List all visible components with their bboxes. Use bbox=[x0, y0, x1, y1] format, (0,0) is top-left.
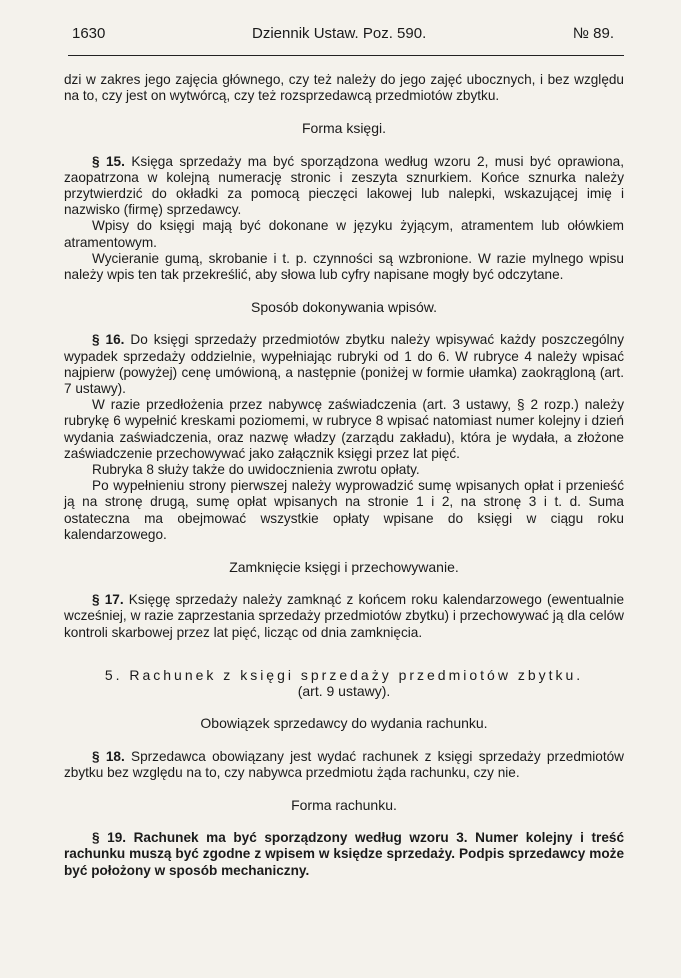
paragraph-15-2: Wpisy do księgi mają być dokonane w języku żyjącym, atramentem lub ołówkiem atramentowym. bbox=[64, 218, 624, 250]
paragraph-number: § 17. bbox=[92, 592, 124, 608]
paragraph-16-3: Rubryka 8 służy także do uwidocznienia zwrotu opłaty. bbox=[92, 462, 420, 478]
heading-obowiazek: Obowiązek sprzedawcy do wydania rachunku. bbox=[200, 715, 488, 732]
paragraph-number: § 18. bbox=[92, 748, 125, 764]
header-rule bbox=[68, 55, 624, 56]
chapter-title: 5. Rachunek z księgi sprzedaży przedmiotów zbytku. bbox=[104, 666, 584, 683]
heading-forma-rachunku: Forma rachunku. bbox=[291, 796, 397, 813]
paragraph-15-3: Wycieranie gumą, skrobanie i t. p. czynności są wzbronione. W razie mylnego wpisu należy wpis ten tak przekreślić, aby słowa lub cyfry napisane mogły być odczytane. bbox=[64, 250, 624, 283]
issue-number: № 89. bbox=[572, 25, 614, 42]
chapter-subtitle: (art. 9 ustawy). bbox=[297, 683, 391, 700]
page-number: 1630 bbox=[72, 25, 106, 42]
paragraph-16-2: W razie przedłożenia przez nabywcę zaświadczenia (art. 3 ustawy, § 2 rozp.) należy rubrykę 6 wypełnić kreskami poziomemi, w rubryce 8 wpisać natomiast numer kolejny i dzień wydania zaświadczenia, oraz nazwę władzy (zarządu zakładu), która je wydała, a złożone zaświadczenie przechowywać jako załącznik księgi przez lat pięć. bbox=[64, 397, 624, 461]
paragraph-16-4: Po wypełnieniu strony pierwszej należy wyprowadzić sumę wpisanych opłat i przenieść ją na stronę drugą, sumę opłat wpisanych na stronie 1 i 2, na stronę 3 i t. d. Suma ostateczna ma obejmować wszystkie opłaty wpisane do księgi w ciągu roku kalendarzowego. bbox=[64, 478, 624, 542]
paragraph-19 bbox=[64, 830, 624, 879]
paragraph-text: Rachunek ma być sporządzony według wzoru 3. Numer kolejny i treść rachunku muszą być zgodne z wpisem w księdze sprzedaży. Podpis sprzedawcy może być położony w sposób mechaniczny. bbox=[64, 830, 625, 878]
page-content bbox=[64, 72, 624, 879]
paragraph-text: Do księgi sprzedaży przedmiotów zbytku należy wpisywać każdy poszczególny wypadek sprzedaży oddzielnie, wypełniając rubryki od 1 do 6. W rubryce 4 należy wpisać najpierw (powyżej) cenę umówioną, a następnie (poniżej w formie ułamka) zaokrągloną (art. 7 ustawy). bbox=[64, 332, 624, 397]
paragraph-number: § 19. bbox=[92, 830, 127, 846]
paragraph-text: Księgę sprzedaży należy zamknąć z końcem roku kalendarzowego (ewentualnie wcześniej, w razie zaprzestania sprzedaży przedmiotów zbytku) i przechowywać ją dla celów kontroli skarbowej przez lat pięć, licząc od dnia zamknięcia. bbox=[64, 592, 625, 640]
heading-forma-ksiegi: Forma księgi. bbox=[301, 120, 387, 137]
paragraph-text: Księga sprzedaży ma być sporządzona według wzoru 2, musi być oprawiona, zaopatrzona w kolejną numerację stronic i zeszyta sznurkiem. Końce sznurka należy przytwierdzić do okładki za pomocą pieczęci lakowej lub nalepki, wskazującej imię i nazwisko (firmę) sprzedawcy. bbox=[64, 153, 625, 218]
journal-title: Dziennik Ustaw. Poz. 590. bbox=[252, 25, 427, 42]
intro-paragraph: dzi w zakres jego zajęcia głównego, czy też należy do jego zajęć ubocznych, i bez względu na to, czy jest on wytwórcą, czy też rozsprzedawcą przedmiotów zbytku. bbox=[64, 72, 624, 104]
paragraph-15 bbox=[64, 154, 624, 219]
heading-wpisy: Sposób dokonywania wpisów. bbox=[250, 299, 437, 316]
paragraph-17 bbox=[64, 592, 624, 641]
heading-zamkniecie: Zamknięcie księgi i przechowywanie. bbox=[229, 559, 459, 576]
paragraph-number: § 15. bbox=[92, 153, 125, 169]
paragraph-text: Sprzedawca obowiązany jest wydać rachunek z księgi sprzedaży przedmiotów zbytku bez względu na to, czy nabywca przedmiotu żąda rachunku, czy nie. bbox=[64, 748, 624, 780]
paragraph-18 bbox=[64, 749, 624, 781]
paragraph-16 bbox=[64, 332, 624, 397]
paragraph-number: § 16. bbox=[92, 332, 125, 348]
page-header bbox=[72, 25, 614, 49]
